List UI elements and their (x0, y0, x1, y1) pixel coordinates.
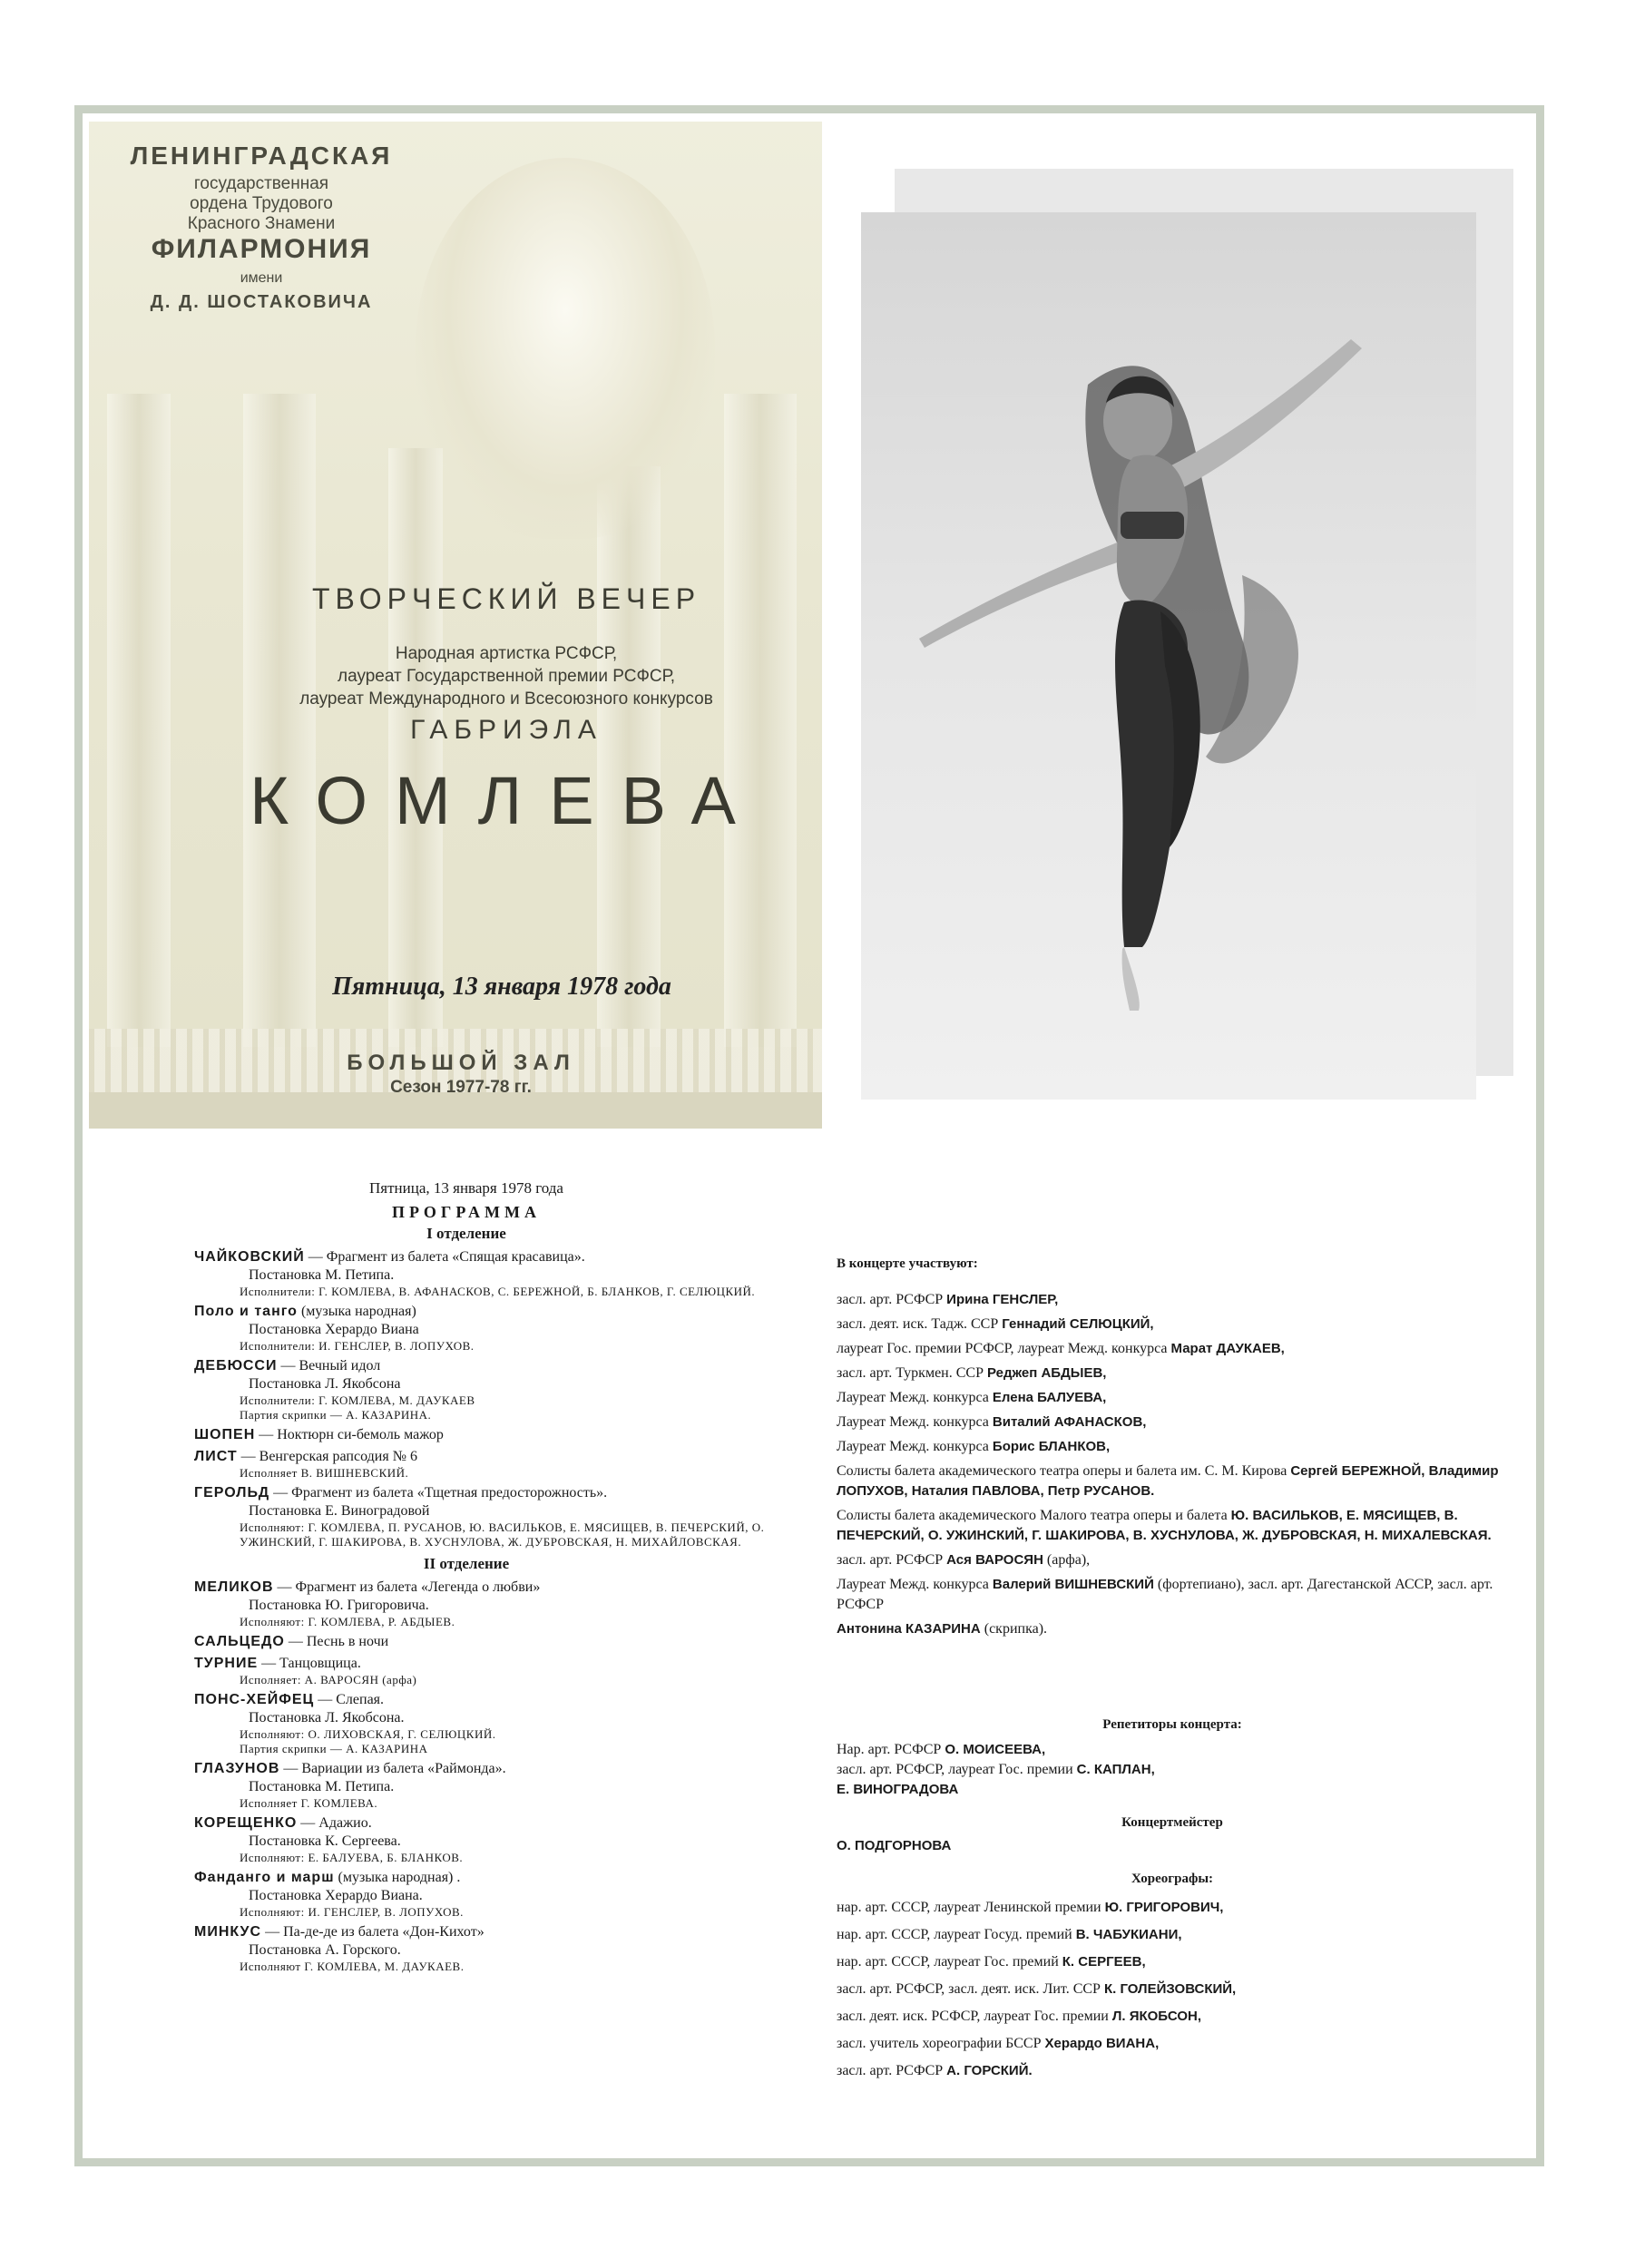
choreographer-line-name: Л. ЯКОБСОН, (1111, 2009, 1202, 2024)
repetitor-line-text: засл. арт. РСФСР, лауреат Гос. премии (837, 1762, 1077, 1777)
participant-line-name: Виталий АФАНАСКОВ, (992, 1414, 1147, 1430)
program-item-line (194, 1357, 775, 1375)
poster-org-line2: государственная (193, 174, 329, 193)
program-part2-heading: II отделение (423, 1555, 510, 1572)
choreographer-line-name: А. ГОРСКИЙ. (946, 2063, 1033, 2078)
participant-line (837, 1364, 1508, 1383)
program-part1-heading: I отделение (426, 1225, 506, 1242)
program-composer: МИНКУС (194, 1924, 262, 1940)
program-item (194, 1814, 775, 1865)
participants-list (837, 1290, 1508, 1639)
program-item (194, 1655, 775, 1687)
participant-line (837, 1413, 1508, 1432)
program-work-title: — Венгерская рапсодия № 6 (237, 1449, 417, 1464)
program-performers: Исполняет В. ВИШНЕВСКИЙ. (240, 1466, 409, 1480)
program-item (194, 1633, 775, 1651)
program-heading: ПРОГРАММА (391, 1203, 541, 1221)
poster-org-line1: ЛЕНИНГРАДСКАЯ (130, 142, 393, 170)
program-composer: ШОПЕН (194, 1427, 256, 1442)
program-item-line (194, 1579, 775, 1597)
poster-titles (180, 642, 822, 710)
program-work-title: (музыка народная) (297, 1304, 416, 1319)
program-composer: ТУРНИЕ (194, 1656, 259, 1671)
poster-org-line4: Красного Знамени (187, 214, 336, 233)
program-composer: ПОНС-ХЕЙФЕЦ (194, 1692, 315, 1707)
poster-date: Пятница, 13 января 1978 года (332, 973, 671, 1001)
repetitor-line-text: Нар. арт. РСФСР (837, 1742, 945, 1757)
program-work-title: — Ноктюрн си-бемоль мажор (255, 1427, 444, 1442)
choreographer-line (837, 1976, 1508, 2003)
program-work-title: — Адажио. (297, 1815, 372, 1831)
program-performers: Исполнители: Г. КОМЛЕВА, В. АФАНАСКОВ, С. БЕРЕЖНОЙ, Б. БЛАНКОВ, Г. СЕЛЮЦКИЙ. (240, 1285, 756, 1298)
choreographer-line (837, 1921, 1508, 1949)
program-work-title: — Фрагмент из балета «Спящая красавица». (304, 1249, 585, 1265)
choreographer-line-text: нар. арт. СССР, лауреат Ленинской премии (837, 1900, 1105, 1915)
program-staging: Постановка Л. Якобсона (249, 1376, 401, 1392)
participant-line-name: Ю. ВАСИЛЬКОВ, Е. МЯСИЩЕВ, В. ПЕЧЕРСКИЙ, О. УЖИНСКИЙ, Г. ШАКИРОВА, В. ХУСНУЛОВА, Ж. ДУБРОВСКАЯ, Н. МИХАЛЕВСКАЯ. (837, 1508, 1492, 1543)
participant-line (837, 1575, 1508, 1615)
participant-line-note: (скрипка). (980, 1621, 1048, 1637)
program-staging: Постановка Л. Якобсона. (249, 1710, 405, 1725)
participant-line (837, 1550, 1508, 1570)
poster-first-name: ГАБРИЭЛА (410, 715, 602, 745)
poster-org-imeni: имени (240, 270, 283, 286)
program-staging: Постановка К. Сергеева. (249, 1833, 401, 1849)
poster-title2: лауреат Государственной премии РСФСР, (338, 667, 675, 686)
program-staging: Постановка М. Петипа. (249, 1267, 395, 1283)
participants-heading: В концерте участвуют: (837, 1256, 978, 1271)
program-item (194, 1923, 775, 1974)
program-staging: Постановка Е. Виноградовой (249, 1503, 430, 1519)
program-work-title: — Фрагмент из балета «Тщетная предосторожность». (269, 1485, 608, 1501)
program-item-line (194, 1448, 775, 1466)
choreographer-line-name: К. СЕРГЕЕВ, (1062, 1954, 1146, 1970)
program-extra: Партия скрипки — А. КАЗАРИНА (240, 1742, 428, 1755)
participant-line-text: засл. арт. Туркмен. ССР (837, 1365, 987, 1381)
program-performers: Исполняют: Г. КОМЛЕВА, П. РУСАНОВ, Ю. ВАСИЛЬКОВ, Е. МЯСИЩЕВ, В. ПЕЧЕРСКИЙ, О. УЖИНСКИЙ, Г. ШАКИРОВА, В. ХУСНУЛОВА, Ж. ДУБРОВСКАЯ, Н. МИХАЙЛОВСКАЯ. (240, 1520, 765, 1549)
participant-line-text: Солисты балета академического театра оперы и балета им. С. М. Кирова (837, 1463, 1291, 1479)
program-work-title: — Вариации из балета «Раймонда». (279, 1761, 506, 1776)
choreographer-line (837, 2003, 1508, 2030)
participant-line (837, 1437, 1508, 1457)
participant-line-text: лауреат Гос. премии РСФСР, лауреат Межд. конкурса (837, 1341, 1171, 1356)
choreographer-line-text: засл. деят. иск. РСФСР, лауреат Гос. премии (837, 2009, 1112, 2024)
program-item-line (194, 1633, 775, 1651)
participant-line (837, 1315, 1508, 1334)
poster-org-name: ФИЛАРМОНИЯ (151, 234, 372, 264)
accompanist-name: О. ПОДГОРНОВА (837, 1838, 952, 1853)
program-item (194, 1691, 775, 1756)
participant-line-note: (арфа), (1043, 1552, 1091, 1568)
choreographer-line (837, 1894, 1508, 1921)
program-performers: Исполняют Г. КОМЛЕВА, М. ДАУКАЕВ. (240, 1960, 465, 1973)
repetitor-line-name: С. КАПЛАН, (1076, 1762, 1155, 1777)
program-composer: Поло и танго (194, 1304, 298, 1319)
program-composer: ДЕБЮССИ (194, 1358, 278, 1374)
program-item-line (194, 1655, 775, 1673)
program-item-line (194, 1691, 775, 1709)
program-staging: Постановка А. Горского. (249, 1942, 401, 1958)
program-performers: Исполняют: О. ЛИХОВСКАЯ, Г. СЕЛЮЦКИЙ. (240, 1727, 496, 1741)
participant-line-name: Геннадий СЕЛЮЦКИЙ, (1002, 1316, 1154, 1332)
choreographer-line-text: засл. арт. РСФСР, засл. деят. иск. Лит. ССР (837, 1981, 1104, 1997)
participant-line-text: Лауреат Межд. конкурса (837, 1390, 993, 1405)
participant-line (837, 1290, 1508, 1310)
choreographer-line-name: Херардо ВИАНА, (1044, 2036, 1160, 2051)
program-item-line (194, 1814, 775, 1833)
participant-line (837, 1619, 1508, 1639)
participant-line-text: Лауреат Межд. конкурса (837, 1577, 993, 1592)
program-composer: КОРЕЩЕНКО (194, 1815, 298, 1831)
poster-evening: ТВОРЧЕСКИЙ ВЕЧЕР (311, 582, 701, 615)
program-item (194, 1248, 775, 1299)
program-performers: Исполнители: И. ГЕНСЛЕР, В. ЛОПУХОВ. (240, 1339, 475, 1353)
participants-block (837, 1254, 1508, 1644)
participant-line (837, 1388, 1508, 1408)
poster-org-line3: ордена Трудового (190, 194, 333, 213)
program-performers: Исполняет Г. КОМЛЕВА. (240, 1796, 378, 1810)
program-work-title: (музыка народная) . (334, 1870, 461, 1885)
participant-line-note: (фортепиано), засл. арт. Дагестанской АССР, засл. арт. РСФСР (837, 1577, 1493, 1612)
credits-block (837, 1715, 1508, 2085)
program-composer: МЕЛИКОВ (194, 1579, 274, 1595)
repetitors-heading: Репетиторы концерта: (1102, 1717, 1242, 1732)
program-column (194, 1179, 775, 1978)
choreographer-line-name: В. ЧАБУКИАНИ, (1075, 1927, 1182, 1942)
program-work-title: — Песнь в ночи (284, 1634, 389, 1649)
program-work-title: — Вечный идол (277, 1358, 381, 1374)
program-staging: Постановка Херардо Виана (249, 1322, 419, 1337)
program-performers: Исполняют: Е. БАЛУЕВА, Б. БЛАНКОВ. (240, 1851, 464, 1864)
choreographer-line-name: Ю. ГРИГОРОВИЧ, (1104, 1900, 1224, 1915)
participant-line-name: Борис БЛАНКОВ, (992, 1439, 1111, 1454)
repetitors-list (837, 1740, 1508, 1800)
repetitor-line (837, 1760, 1508, 1780)
dancer-photo (861, 212, 1476, 1100)
participant-line-text: засл. деят. иск. Тадж. ССР (837, 1316, 1003, 1332)
participant-line (837, 1506, 1508, 1546)
program-composer: ЛИСТ (194, 1449, 238, 1464)
choreographer-line-name: К. ГОЛЕЙЗОВСКИЙ, (1103, 1981, 1237, 1997)
participant-line-text: Лауреат Межд. конкурса (837, 1439, 993, 1454)
program-composer: ГЕРОЛЬД (194, 1485, 270, 1501)
program-performers: Исполняют: Г. КОМЛЕВА, Р. АБДЫЕВ. (240, 1615, 455, 1628)
program-work-title: — Слепая. (314, 1692, 385, 1707)
repetitor-line (837, 1780, 1508, 1800)
program-item (194, 1303, 775, 1354)
poster-title3: лауреат Международного и Всесоюзного конкурсов (299, 689, 713, 709)
choreographer-line-text: засл. арт. РСФСР (837, 2063, 947, 2078)
program-item-line (194, 1484, 775, 1502)
program-item (194, 1579, 775, 1629)
accompanist-heading: Концертмейстер (1121, 1815, 1223, 1830)
participant-line-text: засл. арт. РСФСР (837, 1552, 947, 1568)
program-item (194, 1484, 775, 1549)
program-item-line (194, 1303, 775, 1321)
participant-line-name: Реджеп АБДЫЕВ, (986, 1365, 1107, 1381)
participant-line-name: Ирина ГЕНСЛЕР, (946, 1292, 1059, 1307)
participant-line-name: Валерий ВИШНЕВСКИЙ (992, 1577, 1154, 1592)
program-item-line (194, 1248, 775, 1266)
program-part1-list (194, 1248, 775, 1549)
program-work-title: — Фрагмент из балета «Легенда о любви» (273, 1579, 541, 1595)
program-extra: Партия скрипки — А. КАЗАРИНА. (240, 1408, 432, 1422)
choreographers-list (837, 1894, 1508, 2085)
program-composer: Фанданго и марш (194, 1870, 335, 1885)
program-performers: Исполняет: А. ВАРОСЯН (арфа) (240, 1673, 417, 1686)
poster-hall: БОЛЬШОЙ ЗАЛ (347, 1051, 575, 1075)
program-item (194, 1869, 775, 1920)
poster-title1: Народная артистка РСФСР, (395, 644, 618, 663)
participant-line-name: Сергей БЕРЕЖНОЙ, Владимир ЛОПУХОВ, Наталия ПАВЛОВА, Петр РУСАНОВ. (837, 1463, 1499, 1499)
program-item-line (194, 1923, 775, 1941)
program-item-line (194, 1869, 775, 1887)
program-composer: ГЛАЗУНОВ (194, 1761, 280, 1776)
participant-line-name: Елена БАЛУЕВА, (992, 1390, 1107, 1405)
choreographers-heading: Хореографы: (1131, 1872, 1214, 1886)
program-composer: ЧАЙКОВСКИЙ (194, 1249, 305, 1265)
program-item (194, 1448, 775, 1481)
choreographer-line-text: нар. арт. СССР, лауреат Гос. премий (837, 1954, 1062, 1970)
poster-org-lines (107, 174, 416, 214)
program-work-title: — Па-де-де из балета «Дон-Кихот» (261, 1924, 485, 1940)
program-staging: Постановка М. Петипа. (249, 1779, 395, 1794)
participant-line-name: Марат ДАУКАЕВ, (1170, 1341, 1285, 1356)
program-item (194, 1760, 775, 1811)
program-composer: САЛЬЦЕДО (194, 1634, 285, 1649)
choreographer-line (837, 2030, 1508, 2058)
participant-line-text: Лауреат Межд. конкурса (837, 1414, 993, 1430)
program-performers: Исполняют: И. ГЕНСЛЕР, В. ЛОПУХОВ. (240, 1905, 464, 1919)
program-staging: Постановка Херардо Виана. (249, 1888, 423, 1903)
participant-line-name: Антонина КАЗАРИНА (837, 1621, 981, 1637)
program-item-line (194, 1760, 775, 1778)
repetitor-line-name: О. МОИСЕЕВА, (945, 1742, 1046, 1757)
program-item (194, 1426, 775, 1444)
poster-org-person: Д. Д. ШОСТАКОВИЧА (150, 292, 373, 312)
choreographer-line (837, 2058, 1508, 2085)
poster-season: Сезон 1977-78 гг. (390, 1078, 532, 1097)
program-staging: Постановка Ю. Григоровича. (249, 1598, 429, 1613)
program-work-title: — Танцовщица. (258, 1656, 361, 1671)
program-item-line (194, 1426, 775, 1444)
program-date: Пятница, 13 января 1978 года (369, 1179, 563, 1197)
poster-last-name: КОМЛЕВА (250, 763, 763, 838)
choreographer-line-text: засл. учитель хореографии БССР (837, 2036, 1045, 2051)
program-item (194, 1357, 775, 1422)
choreographer-line-text: нар. арт. СССР, лауреат Госуд. премий (837, 1927, 1076, 1942)
program-performers: Исполнители: Г. КОМЛЕВА, М. ДАУКАЕВ (240, 1393, 475, 1407)
participant-line (837, 1339, 1508, 1359)
repetitor-line (837, 1740, 1508, 1760)
poster-cover (89, 122, 822, 1129)
repetitor-line-name: Е. ВИНОГРАДОВА (837, 1782, 959, 1797)
participant-line-text: засл. арт. РСФСР (837, 1292, 947, 1307)
dancer-illustration (861, 212, 1476, 1100)
choreographer-line (837, 1949, 1508, 1976)
participant-line-name: Ася ВАРОСЯН (946, 1552, 1043, 1568)
participant-line (837, 1461, 1508, 1501)
program-part2-list (194, 1579, 775, 1974)
participant-line-text: Солисты балета академического Малого театра оперы и балета (837, 1508, 1231, 1523)
